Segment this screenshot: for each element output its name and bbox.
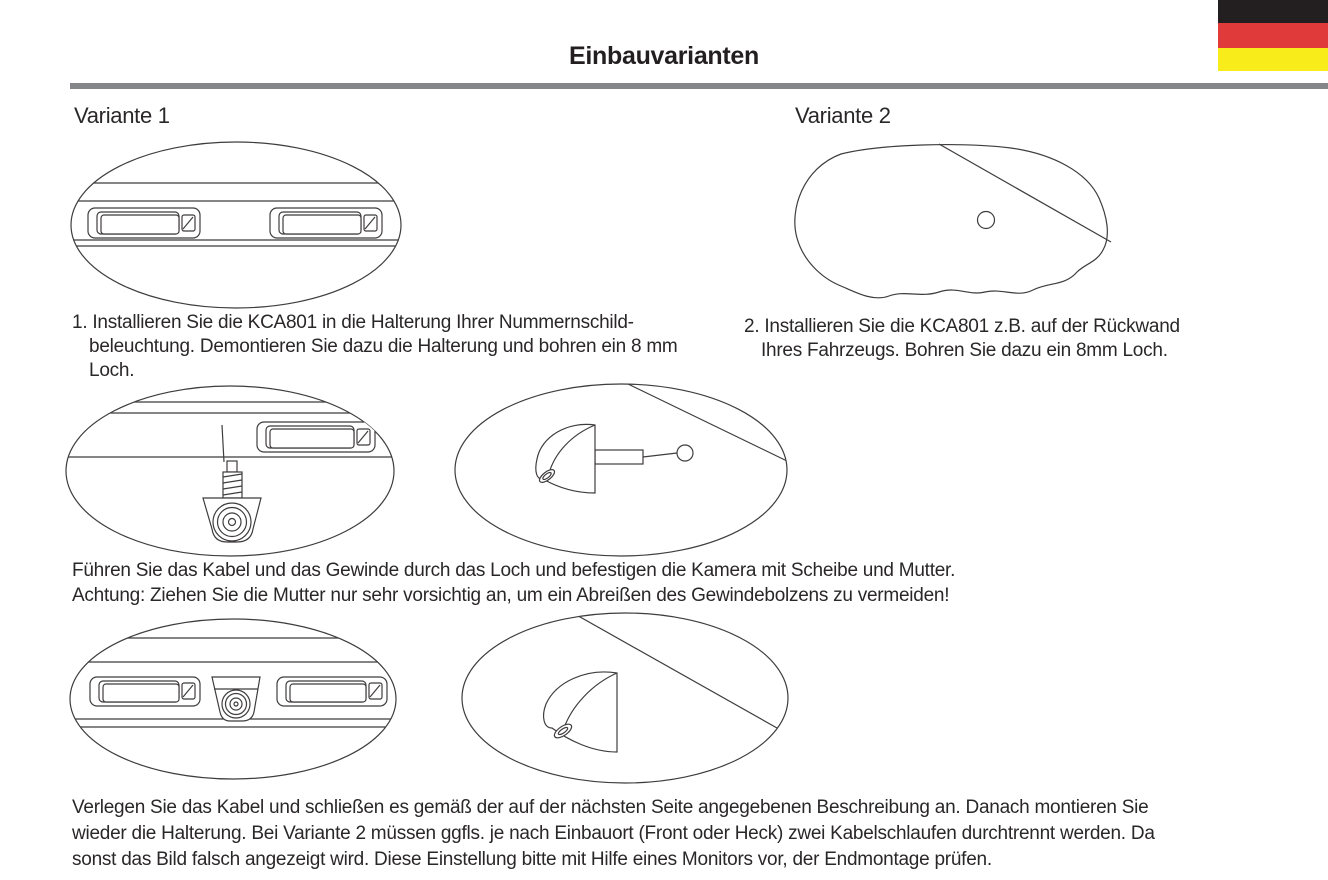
variant1-bumper-illustration bbox=[68, 140, 404, 310]
closing-note bbox=[72, 795, 1155, 873]
header-rule bbox=[70, 83, 1328, 89]
variant2-heading: Variante 2 bbox=[795, 103, 891, 128]
step1-line1: 1. Installieren Sie die KCA801 in die Halterung Ihrer Nummernschild- bbox=[72, 312, 634, 333]
plate-light-right bbox=[277, 677, 387, 706]
step1-line3: Loch. bbox=[89, 360, 135, 381]
mounted-camera bbox=[212, 677, 260, 721]
plate-light-left bbox=[90, 677, 200, 706]
closing-note-line2: wieder die Halterung. Bei Variante 2 müssen ggfls. je nach Einbauort (Front oder Heck) zwei Kabelschlaufen durchtrennt werden. Da bbox=[72, 823, 1155, 844]
closing-note-line3: sonst das Bild falsch angezeigt wird. Diese Einstellung bitte mit Hilfe eines Monitors vor, der Endmontage prüfen. bbox=[72, 849, 992, 870]
flag-red-band bbox=[1218, 23, 1328, 48]
plate-light bbox=[257, 422, 375, 452]
variant2-camera-stud-illustration bbox=[453, 383, 789, 559]
wedge-camera-mounted bbox=[544, 672, 617, 752]
page-title: Einbauvarianten bbox=[569, 42, 759, 70]
plate-light-left bbox=[88, 208, 200, 238]
mounting-stud bbox=[595, 450, 643, 464]
step2-line2: Ihres Fahrzeugs. Bohren Sie dazu ein 8mm Loch. bbox=[761, 340, 1168, 361]
plate-light-right bbox=[270, 208, 382, 238]
german-flag-icon bbox=[1218, 0, 1328, 71]
mounting-note-line2: Achtung: Ziehen Sie die Mutter nur sehr vorsichtig an, um ein Abreißen des Gewindebolzens zu vermeiden! bbox=[72, 585, 950, 606]
mounting-note-line1: Führen Sie das Kabel und das Gewinde durch das Loch und befestigen die Kamera mit Scheibe und Mutter. bbox=[72, 560, 956, 581]
flag-yellow-band bbox=[1218, 48, 1328, 71]
variant2-mounted-illustration bbox=[460, 612, 790, 785]
camera-body bbox=[203, 498, 261, 542]
drill-hole-mark bbox=[677, 445, 693, 461]
closing-note-line1: Verlegen Sie das Kabel und schließen es gemäß der auf der nächsten Seite angegebenen Beschreibung an. Danach montieren Sie bbox=[72, 797, 1149, 818]
step2-line1: 2. Installieren Sie die KCA801 z.B. auf der Rückwand bbox=[744, 316, 1180, 337]
variant1-mounted-illustration bbox=[68, 618, 398, 781]
variant2-panel-illustration bbox=[781, 140, 1115, 316]
drill-hole-mark bbox=[978, 212, 995, 229]
wedge-camera bbox=[536, 424, 595, 493]
mounting-note bbox=[72, 558, 955, 608]
variant1-step-text bbox=[72, 311, 677, 383]
variant1-camera-bolt-illustration bbox=[64, 385, 400, 558]
step1-line2: beleuchtung. Demontieren Sie dazu die Halterung und bohren ein 8 mm bbox=[89, 336, 678, 357]
flag-black-band bbox=[1218, 0, 1328, 23]
threaded-bolt bbox=[223, 461, 242, 498]
variant1-heading: Variante 1 bbox=[74, 103, 170, 128]
variant2-step-text bbox=[744, 315, 1180, 363]
